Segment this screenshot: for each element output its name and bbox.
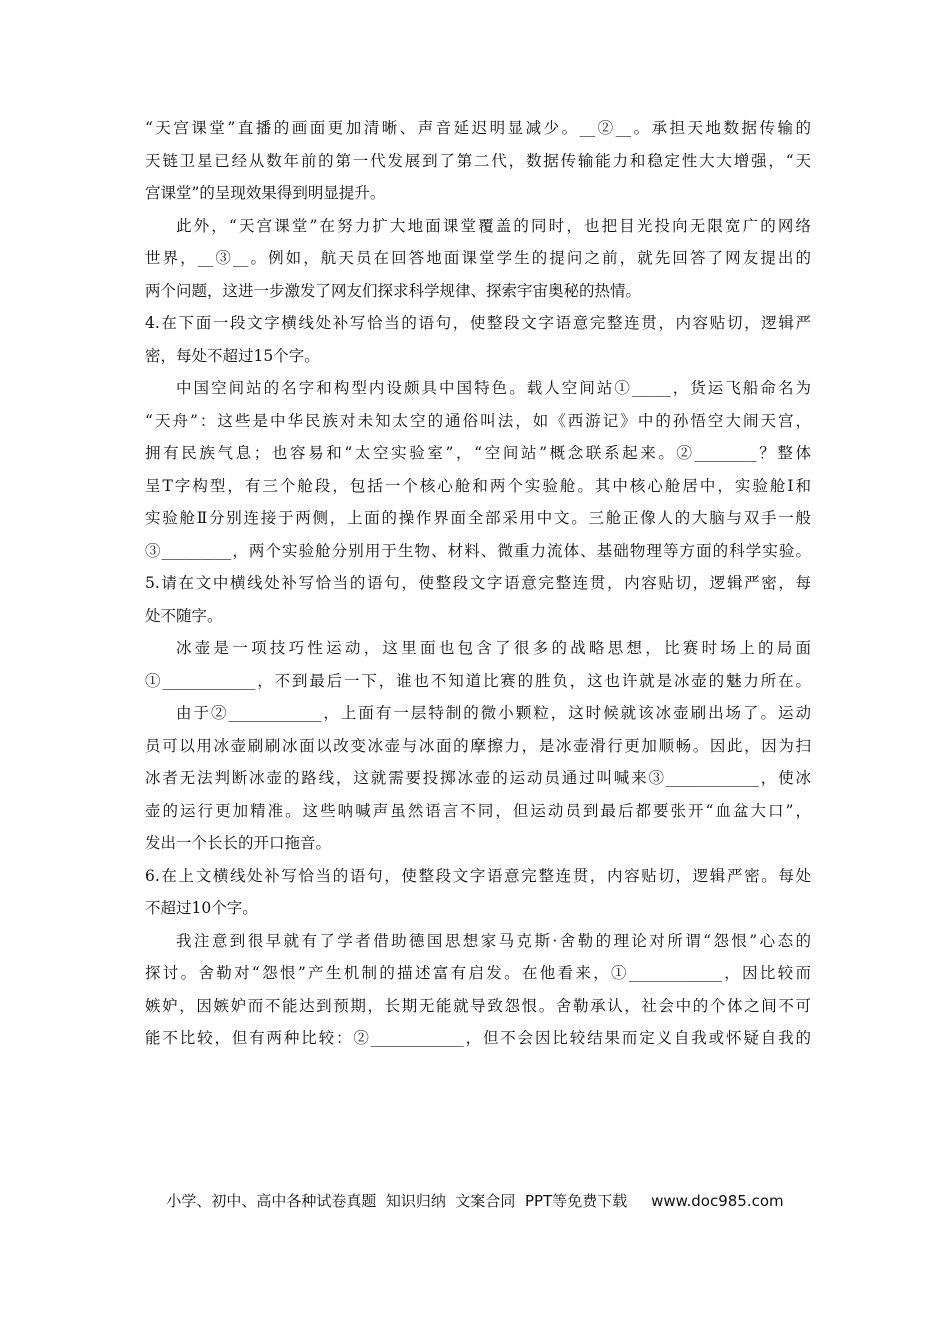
text-line: 世界，__③__。例如，航天员在回答地面课堂学生的提问之前，就先回答了网友提出的 — [145, 249, 811, 267]
text-line: 两个问题，这进一步激发了网友们探求科学规律、探索宇宙奥秘的热情。 — [145, 281, 642, 300]
text-line: 壶的运行更加精准。这些呐喊声虽然语言不同，但运动员到最后都要张开“血盆大口”， — [145, 801, 811, 820]
text-line: 密，每处不超过15个字。 — [145, 346, 320, 365]
text-line: 拥有民族气息；也容易和“太空实验室”，“空间站”概念联系起来。②________？整体 — [145, 444, 811, 462]
text-line: 冰者无法判断冰壶的路线，这就需要投掷冰壶的运动员通过叫喊来③____________，使冰 — [145, 769, 811, 787]
question-4-heading: 4.在下面一段文字横线处补写恰当的语句，使整段文字语意完整连贯，内容贴切，逻辑严 — [145, 314, 811, 332]
text-line: 嫉妒，因嫉妒而不能达到预期，长期无能就导致怨恨。舍勒承认，社会中的个体之间不可 — [145, 996, 811, 1015]
text-line: “天舟”：这些是中华民族对未知太空的通俗叫法，如《西游记》中的孙悟空大闹天宫， — [145, 411, 811, 430]
question-5-heading: 5.请在文中横线处补写恰当的语句，使整段文字语意完整连贯，内容贴切，逻辑严密，每 — [145, 574, 811, 592]
text-line: 此外，“天宫课堂”在努力扩大地面课堂覆盖的同时，也把目光投向无限宽广的网络 — [176, 216, 811, 235]
text-line: “天宫课堂”直播的画面更加清晰、声音延迟明显减少。__②__。承担天地数据传输的 — [145, 119, 811, 137]
text-line: 冰壶是一项技巧性运动，这里面也包含了很多的战略思想，比赛时场上的局面 — [176, 639, 811, 657]
text-line: 探讨。舍勒对“怨恨”产生机制的描述富有启发。在他看来，①____________，因比较而 — [145, 964, 811, 982]
text-line: 呈T字构型，有三个舱段，包括一个核心舱和两个实验舱。其中核心舱居中，实验舱Ⅰ和 — [145, 476, 811, 495]
text-line: 员可以用冰壶刷刷冰面以改变冰壶与冰面的摩擦力，是冰壶滑行更加顺畅。因此，因为扫 — [145, 736, 811, 755]
question-6-heading: 6.在上文横线处补写恰当的语句，使整段文字语意完整连贯，内容贴切，逻辑严密。每处 — [145, 866, 811, 885]
text-line: ①____________，不到最后一下，谁也不知道比赛的胜负，这也许就是冰壶的魅力所在。 — [145, 671, 811, 690]
text-line: 能不比较，但有两种比较：②____________，但不会因比较结果而定义自我或怀疑自我的 — [145, 1029, 811, 1047]
text-line: ③_________，两个实验舱分别用于生物、材料、微重力流体、基础物理等方面的科学实验。 — [145, 541, 811, 560]
text-line: 我注意到很早就有了学者借助德国思想家马克斯·舍勒的理论对所谓“怨恨”心态的 — [176, 931, 811, 950]
text-line: 宫课堂”的呈现效果得到明显提升。 — [145, 184, 386, 202]
document-body — [145, 112, 811, 1055]
text-line: 实验舱Ⅱ分别连接于两侧，上面的操作界面全部采用中文。三舱正像人的大脑与双手一般 — [145, 509, 811, 527]
text-line: 不超过10个字。 — [145, 899, 258, 917]
text-line: 由于②____________，上面有一层特制的微小颗粒，这时候就该冰壶刷出场了。运动 — [176, 704, 811, 722]
text-line: 天链卫星已经从数年前的第一代发展到了第二代，数据传输能力和稳定性大大增强，“天 — [145, 151, 811, 170]
text-line: 发出一个长长的开口拖音。 — [145, 834, 332, 852]
page-footer: 小学、初中、高中各种试卷真题 知识归纳 文案合同 PPT等免费下载 www.doc985.com — [166, 1192, 784, 1210]
text-line: 中国空间站的名字和构型内设颇具中国特色。载人空间站①_____，货运飞船命名为 — [176, 379, 811, 397]
text-line: 处不随字。 — [145, 606, 223, 625]
